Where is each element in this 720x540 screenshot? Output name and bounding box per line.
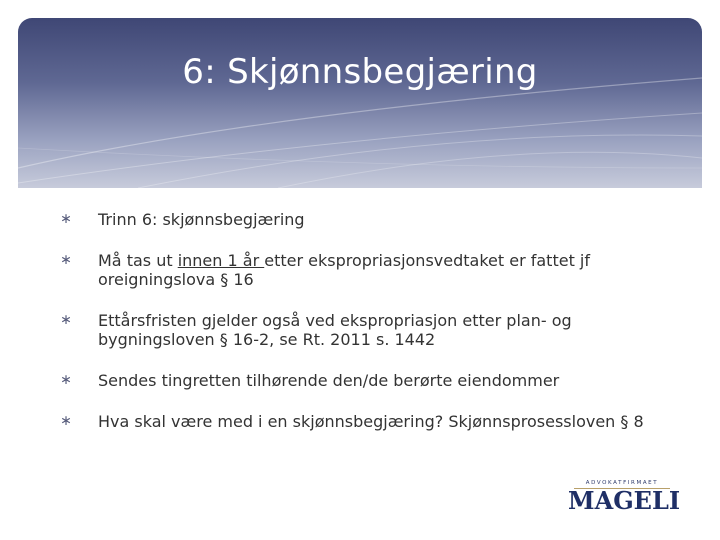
bullet-item [58,412,678,431]
bullet-text: Ettårsfristen gjelder også ved ekspropriasjon etter plan- og bygningsloven § 16-2, se Rt. 2011 s. 1442 [98,311,572,349]
logo-tagline: ADVOKATFIRMAET [585,480,659,486]
bullet-asterisk-icon: ∗ [60,211,72,227]
bullet-asterisk-icon: ∗ [60,372,72,388]
bullet-text: Må tas ut [98,251,178,270]
bullet-text: Trinn 6: skjønnsbegjæring [98,210,305,229]
logo-name: MAGELI [568,486,681,515]
bullet-asterisk-icon: ∗ [60,252,72,268]
bullet-text-rest: etter ekspropriasjonsvedtaket er fattet jf oreigningslova § 16 [98,251,590,289]
bullet-item [58,311,678,349]
bullet-list [58,210,678,453]
decorative-curves [18,18,702,188]
bullet-text-underlined: innen 1 år [177,251,265,270]
bullet-asterisk-icon: ∗ [60,312,72,328]
mageli-logo [568,480,681,516]
bullet-item [58,251,678,289]
title-banner [18,18,702,188]
bullet-item [58,210,678,229]
bullet-asterisk-icon: ∗ [60,413,72,429]
bullet-text: Hva skal være med i en skjønnsbegjæring? Skjønnsprosessloven § 8 [98,412,644,431]
slide-title: 6: Skjønnsbegjæring [182,52,538,92]
bullet-item [58,371,678,390]
bullet-text: Sendes tingretten tilhørende den/de berørte eiendommer [98,371,560,390]
